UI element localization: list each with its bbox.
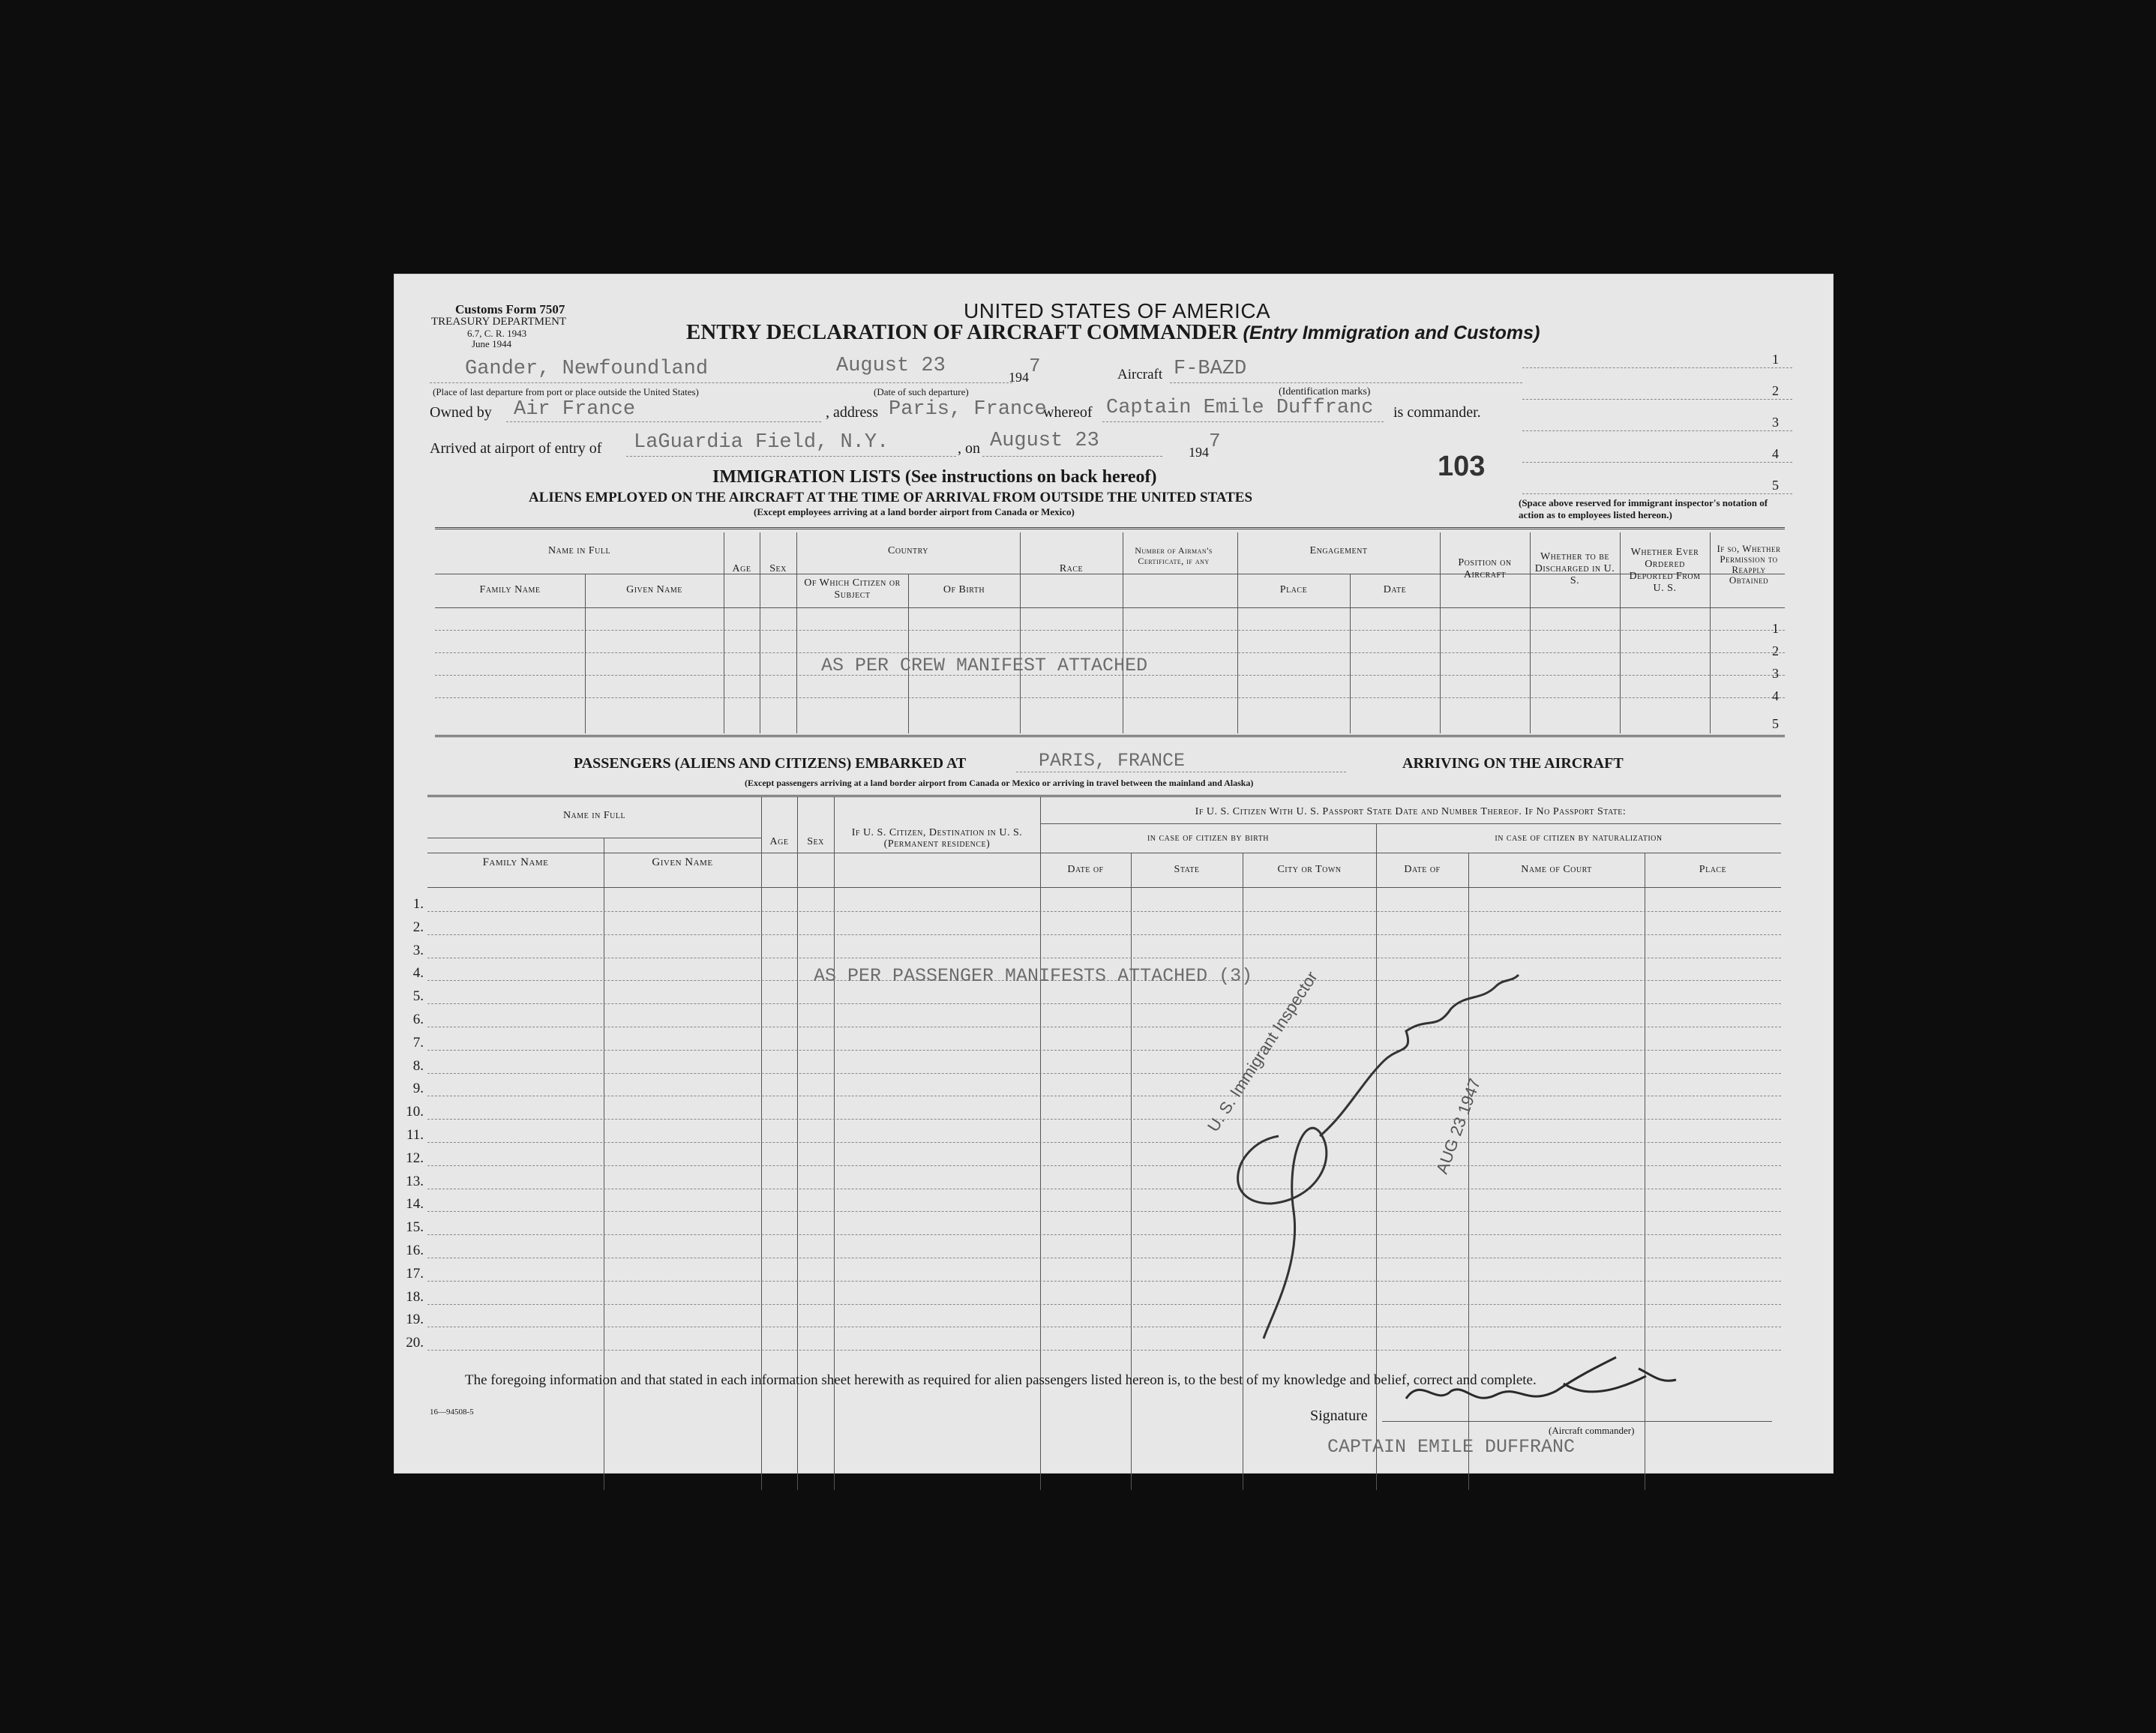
reserved-number-3: 3 — [1772, 415, 1779, 430]
passenger-row-number: 1. — [412, 896, 424, 912]
departure-year — [1009, 355, 1041, 388]
passenger-row-number: 7. — [412, 1034, 424, 1051]
crew-citizen-header: Of Which Citizen or Subject — [804, 577, 901, 601]
immigration-heading: IMMIGRATION LISTS (See instructions on back hereof) — [712, 467, 1157, 487]
passenger-row-number: 20. — [406, 1335, 424, 1351]
pax-sex-header: Sex — [807, 836, 824, 847]
crew-cert-header: Number of Airman's Certificate, if any — [1135, 545, 1213, 566]
departure-place-caption: (Place of last departure from port or place outside the United States) — [433, 386, 699, 397]
crew-engagement-header: Engagement — [1309, 545, 1368, 556]
crew-row-number-1: 1 — [1772, 621, 1779, 636]
country-title: UNITED STATES OF AMERICA — [964, 299, 1271, 322]
passenger-row-number: 8. — [412, 1057, 424, 1074]
crew-row-number-4: 4 — [1772, 688, 1779, 703]
arrived-label: Arrived at airport of entry of — [430, 440, 602, 457]
passenger-row-number: 2. — [412, 919, 424, 935]
form-cfr: 6.7, C. R. 1943 — [467, 328, 527, 339]
passengers-note: (Except passengers arriving at a land border airport from Canada or Mexico or arriving in travel between the mainland and Alaska) — [745, 778, 1254, 788]
passenger-row-number: 17. — [406, 1265, 424, 1282]
crew-deported-header: Whether Ever Ordered Deported From U. S. — [1629, 547, 1701, 594]
crew-age-header: Age — [732, 563, 751, 574]
passenger-row-line — [427, 1211, 1781, 1212]
passenger-row-line — [427, 1281, 1781, 1282]
pax-age-header: Age — [769, 836, 789, 847]
commander-signature — [1391, 1354, 1691, 1429]
commander-name: Captain Emile Duffranc — [1106, 397, 1374, 419]
passenger-row-line — [427, 1119, 1781, 1120]
entry-number: 103 — [1438, 451, 1486, 482]
arrival-year-prefix: 194 — [1189, 445, 1209, 460]
pax-naturalization-header: in case of citizen by naturalization — [1495, 832, 1663, 844]
passenger-row-line — [427, 934, 1781, 935]
passenger-row-line — [427, 1304, 1781, 1305]
crew-row-number-5: 5 — [1772, 716, 1779, 731]
departure-year-prefix: 194 — [1009, 370, 1029, 385]
crew-given-header: Given Name — [626, 584, 682, 595]
aircraft-caption: (Identification marks) — [1279, 386, 1371, 397]
crew-race-header: Race — [1059, 563, 1084, 574]
stamp-inspector: U. S. Immigrant Inspector — [1204, 967, 1321, 1135]
signature-label: Signature — [1310, 1408, 1368, 1424]
pax-family-header: Family Name — [482, 856, 549, 868]
passenger-row-line — [427, 1165, 1781, 1166]
aircraft-label: Aircraft — [1117, 367, 1163, 382]
owner-address: Paris, France — [889, 398, 1047, 421]
passenger-row-number: 10. — [406, 1104, 424, 1120]
pax-city-header: City or Town — [1277, 864, 1342, 875]
passenger-row-number: 9. — [412, 1081, 424, 1097]
form-number: Customs Form 7507 — [455, 302, 565, 316]
declaration-form — [394, 274, 1834, 1474]
passenger-row-number: 15. — [406, 1219, 424, 1236]
pax-name-header: Name in Full — [562, 810, 626, 821]
form-date: June 1944 — [472, 338, 512, 349]
passenger-row-number: 11. — [406, 1127, 424, 1143]
embarked-at: PARIS, FRANCE — [1039, 750, 1186, 772]
pax-state-header: State — [1174, 864, 1200, 875]
pax-destination-header: If U. S. Citizen, Destination in U. S. (Permanent residence) — [851, 827, 1023, 850]
inspector-signature — [1189, 964, 1564, 1354]
crew-place-header: Place — [1279, 584, 1308, 595]
on-label: , on — [958, 440, 980, 457]
passenger-row-number: 16. — [406, 1243, 424, 1258]
passenger-row-line — [427, 1234, 1781, 1235]
departure-date: August 23 — [836, 355, 946, 377]
departure-place: Gander, Newfoundland — [465, 358, 709, 380]
reserved-note: (Space above reserved for immigrant inspector's notation of action as to employees listed hereon.) — [1519, 497, 1768, 520]
crew-date-header: Date — [1383, 584, 1407, 595]
signature-caption: (Aircraft commander) — [1549, 1425, 1635, 1436]
pax-given-header: Given Name — [652, 856, 713, 868]
form-title — [686, 320, 1540, 345]
departure-year-digit: 7 — [1029, 355, 1041, 377]
pax-birth-header: in case of citizen by birth — [1147, 832, 1270, 844]
form-dept: TREASURY DEPARTMENT — [431, 316, 567, 328]
whereof-label: whereof — [1043, 404, 1093, 421]
immigration-subheading: ALIENS EMPLOYED ON THE AIRCRAFT AT THE TIME OF ARRIVAL FROM OUTSIDE THE UNITED STATES — [529, 490, 1253, 505]
passenger-row-number: 5. — [412, 988, 424, 1005]
passengers-label: PASSENGERS (ALIENS AND CITIZENS) EMBARKED AT — [574, 755, 967, 772]
stamp-date: AUG 23 1947 — [1432, 1075, 1485, 1177]
arrival-date: August 23 — [990, 430, 1099, 452]
passenger-row-number: 4. — [412, 965, 424, 982]
pax-place-header: Place — [1699, 864, 1727, 875]
reserved-number-2: 2 — [1772, 383, 1779, 398]
passenger-row-number: 18. — [406, 1288, 424, 1305]
declaration-text: The foregoing information and that stated in each information sheet herewith as required for alien passengers listed hereon is, to the best of my knowledge and belief, correct and complete. — [465, 1372, 1537, 1388]
reserved-number-1: 1 — [1772, 352, 1779, 367]
departure-date-caption: (Date of such departure) — [874, 386, 969, 397]
pax-date-of-2-header: Date of — [1404, 864, 1441, 875]
passenger-row-line — [427, 1142, 1781, 1143]
passenger-row-line — [427, 1073, 1781, 1074]
passenger-row-line — [427, 1003, 1781, 1004]
arrival-year-digit: 7 — [1209, 430, 1221, 452]
reserved-number-5: 5 — [1772, 478, 1779, 493]
typed-commander-name: CAPTAIN EMILE DUFFRANC — [1327, 1436, 1576, 1458]
crew-sex-header: Sex — [769, 563, 787, 574]
crew-position-header: Position on Aircraft — [1458, 557, 1512, 580]
address-label: , address — [826, 404, 878, 421]
owner-name: Air France — [514, 398, 636, 421]
is-commander-label: is commander. — [1393, 404, 1481, 421]
crew-row-number-2: 2 — [1772, 643, 1779, 658]
owned-by-label: Owned by — [430, 404, 492, 421]
passenger-row-number: 12. — [406, 1150, 424, 1166]
passenger-row-number: 19. — [406, 1312, 424, 1328]
arrival-year — [1189, 430, 1221, 463]
pax-date-of-header: Date of — [1067, 864, 1104, 875]
passenger-row-line — [427, 1350, 1781, 1351]
immigration-note: (Except employees arriving at a land border airport from Canada or Mexico) — [754, 506, 1075, 517]
crew-family-header: Family Name — [479, 584, 541, 595]
crew-typed-note: AS PER CREW MANIFEST ATTACHED — [821, 655, 1148, 676]
passenger-row-line — [427, 1050, 1781, 1051]
arriving-label: ARRIVING ON THE AIRCRAFT — [1402, 755, 1624, 772]
reserved-number-4: 4 — [1772, 446, 1779, 461]
passenger-row-line — [427, 911, 1781, 912]
passenger-row-number: 6. — [412, 1012, 424, 1027]
arrival-airport: LaGuardia Field, N.Y. — [634, 431, 889, 454]
crew-discharged-header: Whether to be Discharged in U. S. — [1534, 551, 1615, 586]
crew-name-header: Name in Full — [547, 545, 611, 556]
crew-row-number-3: 3 — [1772, 666, 1779, 681]
pax-passport-header: If U. S. Citizen With U. S. Passport State Date and Number Thereof. If No Passport State: — [1195, 806, 1627, 817]
passenger-row-number: 14. — [406, 1196, 424, 1213]
crew-country-header: Country — [888, 545, 928, 556]
print-code: 16—94508-5 — [430, 1408, 474, 1417]
passenger-row-number: 13. — [406, 1173, 424, 1189]
passenger-row-number: 3. — [412, 942, 424, 958]
crew-permission-header: If so, Whether Permission to Reapply Obtained — [1717, 543, 1781, 586]
form-title-main: ENTRY DECLARATION OF AIRCRAFT COMMANDER — [686, 320, 1238, 344]
aircraft-id: F-BAZD — [1174, 358, 1247, 380]
pax-court-header: Name of Court — [1521, 864, 1592, 875]
crew-birth-header: Of Birth — [943, 584, 985, 595]
pax-typed-note: AS PER PASSENGER MANIFESTS ATTACHED (3) — [814, 965, 1253, 987]
form-title-suffix: (Entry Immigration and Customs) — [1243, 322, 1540, 343]
